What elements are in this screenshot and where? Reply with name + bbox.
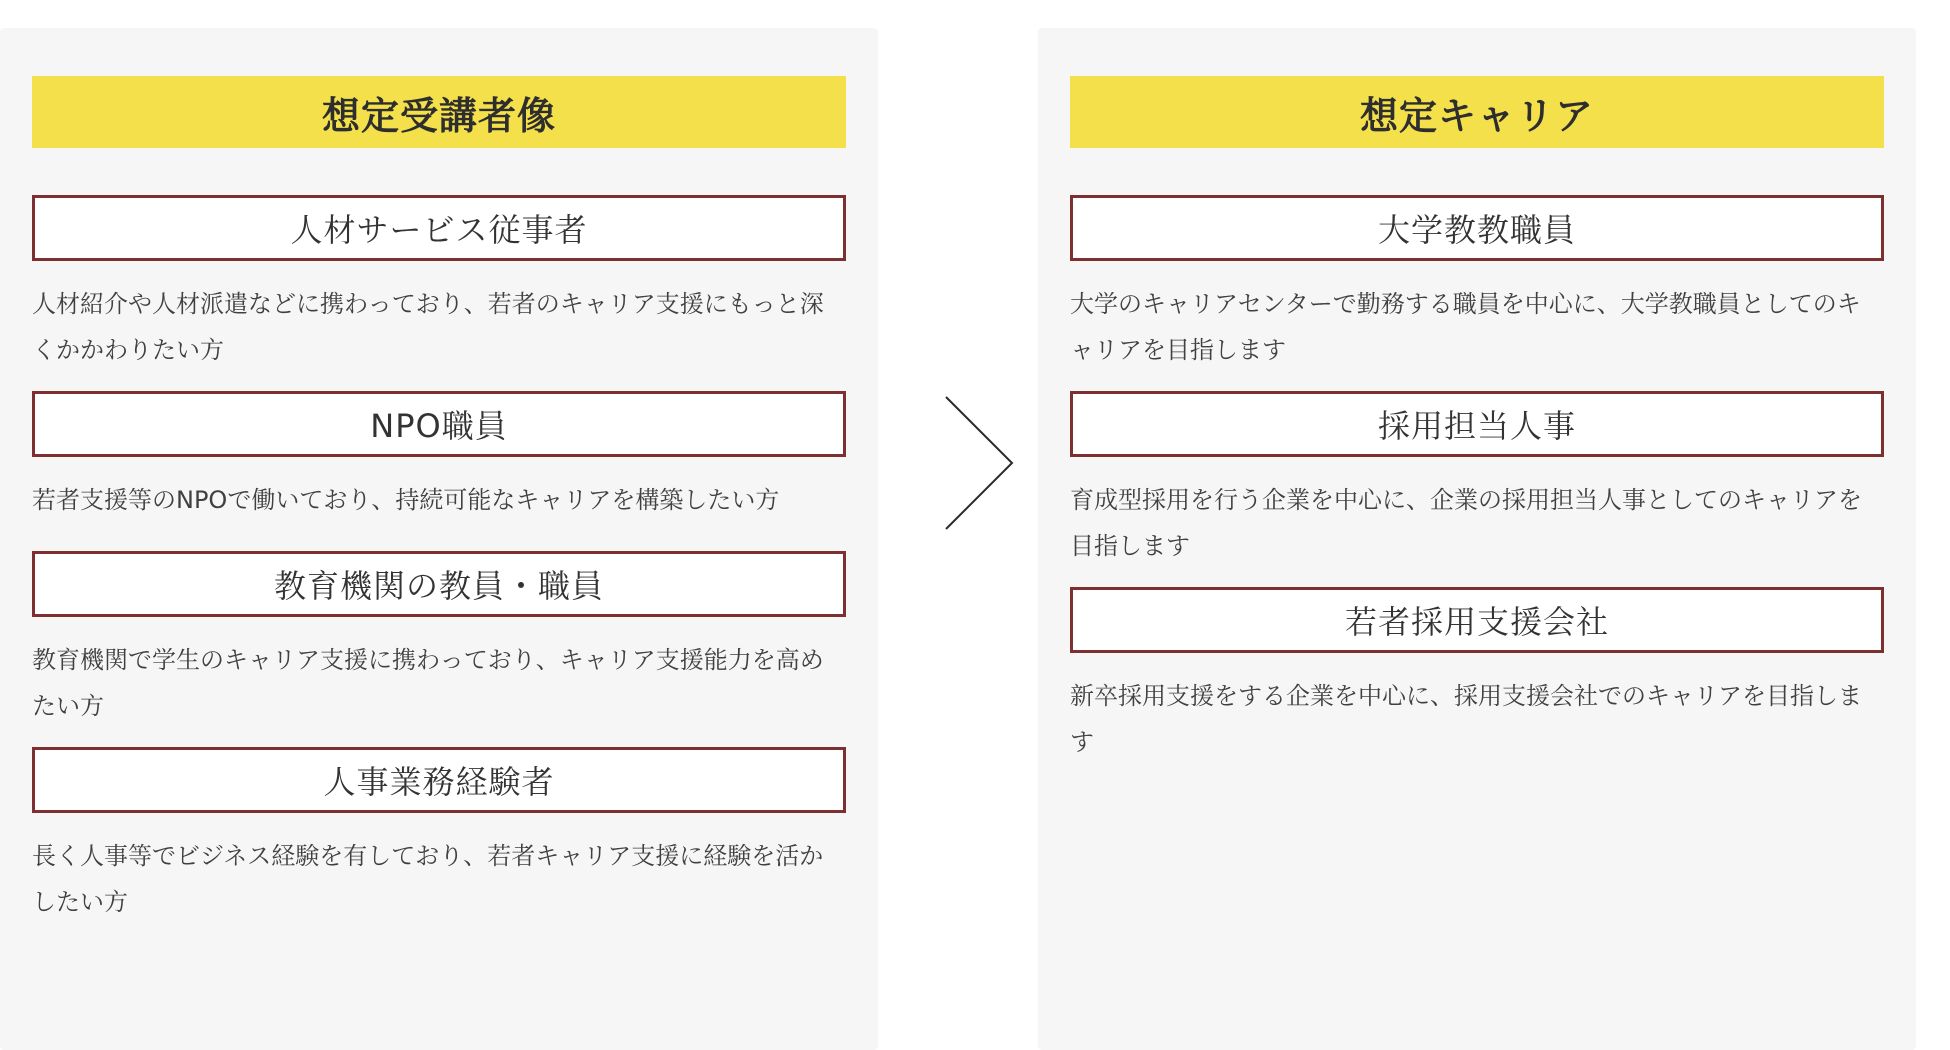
audience-item-npo: NPO職員 [32,391,846,457]
panel-title: 想定受講者像 [32,76,846,148]
audience-item-description: 教育機関で学生のキャリア支援に携わっており、キャリア支援能力を高めたい方 [32,646,824,720]
career-item-description: 新卒採用支援をする企業を中心に、採用支援会社でのキャリアを目指します [1070,682,1862,756]
career-item-youth-recruitment-company: 若者採用支援会社 [1070,587,1884,653]
panel-title: 想定キャリア [1070,76,1884,148]
audience-item-description: 若者支援等のNPOで働いており、持続可能なキャリアを構築したい方 [32,486,780,514]
career-item-description: 大学のキャリアセンターで勤務する職員を中心に、大学教職員としてのキャリアを目指します [1070,290,1861,364]
target-audience-panel [0,28,878,1050]
target-career-panel [1038,28,1916,1050]
audience-item-hr-service: 人材サービス従事者 [32,195,846,261]
career-item-recruiting-hr: 採用担当人事 [1070,391,1884,457]
audience-item-education: 教育機関の教員・職員 [32,551,846,617]
career-item-description: 育成型採用を行う企業を中心に、企業の採用担当人事としてのキャリアを目指します [1070,486,1862,560]
audience-item-description: 人材紹介や人材派遣などに携わっており、若者のキャリア支援にもっと深くかかわりたい方 [32,290,824,364]
audience-item-hr-experience: 人事業務経験者 [32,747,846,813]
career-item-university-staff: 大学教教職員 [1070,195,1884,261]
chevron-right-icon [940,393,1020,533]
audience-item-description: 長く人事等でビジネス経験を有しており、若者キャリア支援に経験を活かしたい方 [32,842,824,916]
